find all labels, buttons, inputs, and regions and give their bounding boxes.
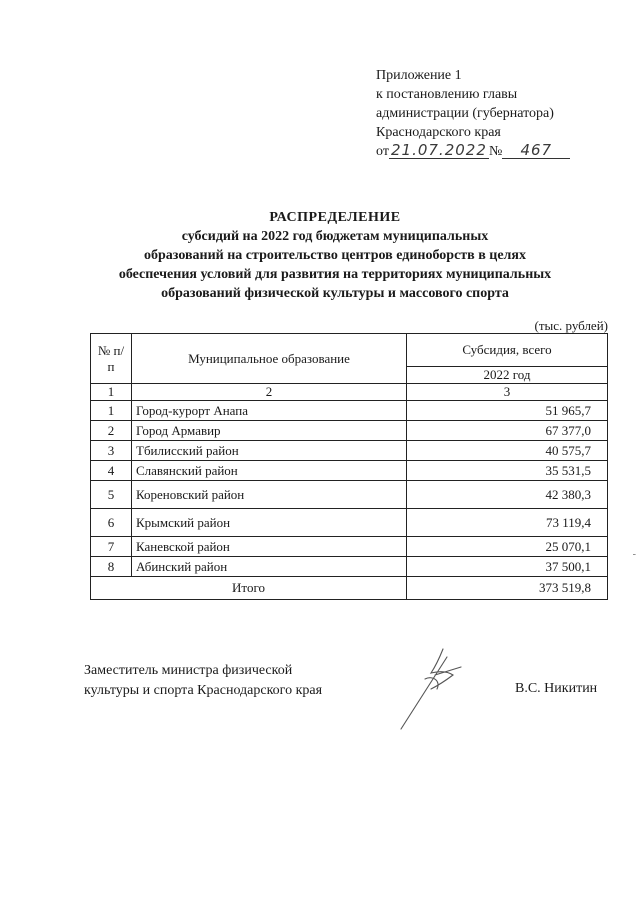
table-row: [91, 557, 608, 577]
appendix-line-3: администрации (губернатора): [376, 106, 554, 121]
row-number: 2: [91, 421, 132, 441]
row-number: 6: [91, 509, 132, 537]
appendix-line-1: Приложение 1: [376, 68, 462, 83]
row-municipality: Город Армавир: [132, 421, 407, 441]
header-municipality: Муниципальное образование: [132, 334, 407, 384]
row-municipality: Кореновский район: [132, 481, 407, 509]
table-row: [91, 461, 608, 481]
from-prefix: от: [376, 144, 389, 159]
title-line-2: образований на строительство центров единоборств в целях: [144, 248, 526, 263]
row-subsidy-value: 25 070,1: [407, 537, 608, 557]
signatory-position: [84, 661, 322, 701]
total-row: [91, 577, 608, 600]
row-municipality: Славянский район: [132, 461, 407, 481]
row-number: 4: [91, 461, 132, 481]
margin-mark: -: [632, 549, 636, 560]
table-row: [91, 481, 608, 509]
row-subsidy-value: 35 531,5: [407, 461, 608, 481]
handwritten-number: 467: [502, 142, 570, 159]
column-number: 1: [91, 384, 132, 401]
distribution-table: [90, 333, 608, 600]
number-prefix: №: [488, 144, 503, 159]
units-label: (тыс. рублей): [534, 318, 608, 333]
column-number: 2: [132, 384, 407, 401]
column-numbers-row: [91, 384, 608, 401]
row-number: 5: [91, 481, 132, 509]
title-line-1: субсидий на 2022 год бюджетам муниципальных: [181, 229, 489, 244]
handwritten-signature: [395, 645, 475, 735]
handwritten-date: 21.07.2022: [389, 142, 489, 159]
row-subsidy-value: 73 119,4: [407, 509, 608, 537]
appendix-block: [376, 66, 570, 161]
header-num: № п/п: [91, 334, 132, 384]
table-row: [91, 537, 608, 557]
row-number: 1: [91, 401, 132, 421]
appendix-date-line: [376, 142, 570, 161]
row-subsidy-value: 42 380,3: [407, 481, 608, 509]
table-header-row: [91, 334, 608, 367]
row-municipality: Абинский район: [132, 557, 407, 577]
position-line-2: культуры и спорта Краснодарского края: [84, 683, 323, 698]
row-municipality: Город-курорт Анапа: [132, 401, 407, 421]
row-number: 8: [91, 557, 132, 577]
table-row: [91, 441, 608, 461]
appendix-line-2: к постановлению главы: [376, 87, 518, 102]
signatory-name: В.С. Никитин: [515, 681, 598, 696]
row-municipality: Каневской район: [132, 537, 407, 557]
row-subsidy-value: 37 500,1: [407, 557, 608, 577]
row-municipality: Крымский район: [132, 509, 407, 537]
title-line-4: образований физической культуры и массового спорта: [161, 286, 509, 301]
table-body: [91, 401, 608, 600]
title-line-3: обеспечения условий для развития на территориях муниципальных: [118, 267, 552, 282]
total-label: Итого: [91, 577, 407, 600]
table-row: [91, 401, 608, 421]
row-subsidy-value: 67 377,0: [407, 421, 608, 441]
table-row: [91, 509, 608, 537]
column-number: 3: [407, 384, 608, 401]
table-row: [91, 421, 608, 441]
document-title: [80, 208, 590, 303]
row-subsidy-value: 51 965,7: [407, 401, 608, 421]
row-municipality: Тбилисский район: [132, 441, 407, 461]
row-subsidy-value: 40 575,7: [407, 441, 608, 461]
total-value: 373 519,8: [407, 577, 608, 600]
header-subsidy: Субсидия, всего: [407, 334, 608, 367]
title-main: РАСПРЕДЕЛЕНИЕ: [269, 210, 401, 225]
row-number: 3: [91, 441, 132, 461]
appendix-line-4: Краснодарского края: [376, 125, 501, 140]
header-year: 2022 год: [407, 367, 608, 384]
row-number: 7: [91, 537, 132, 557]
position-line-1: Заместитель министра физической: [84, 663, 293, 678]
